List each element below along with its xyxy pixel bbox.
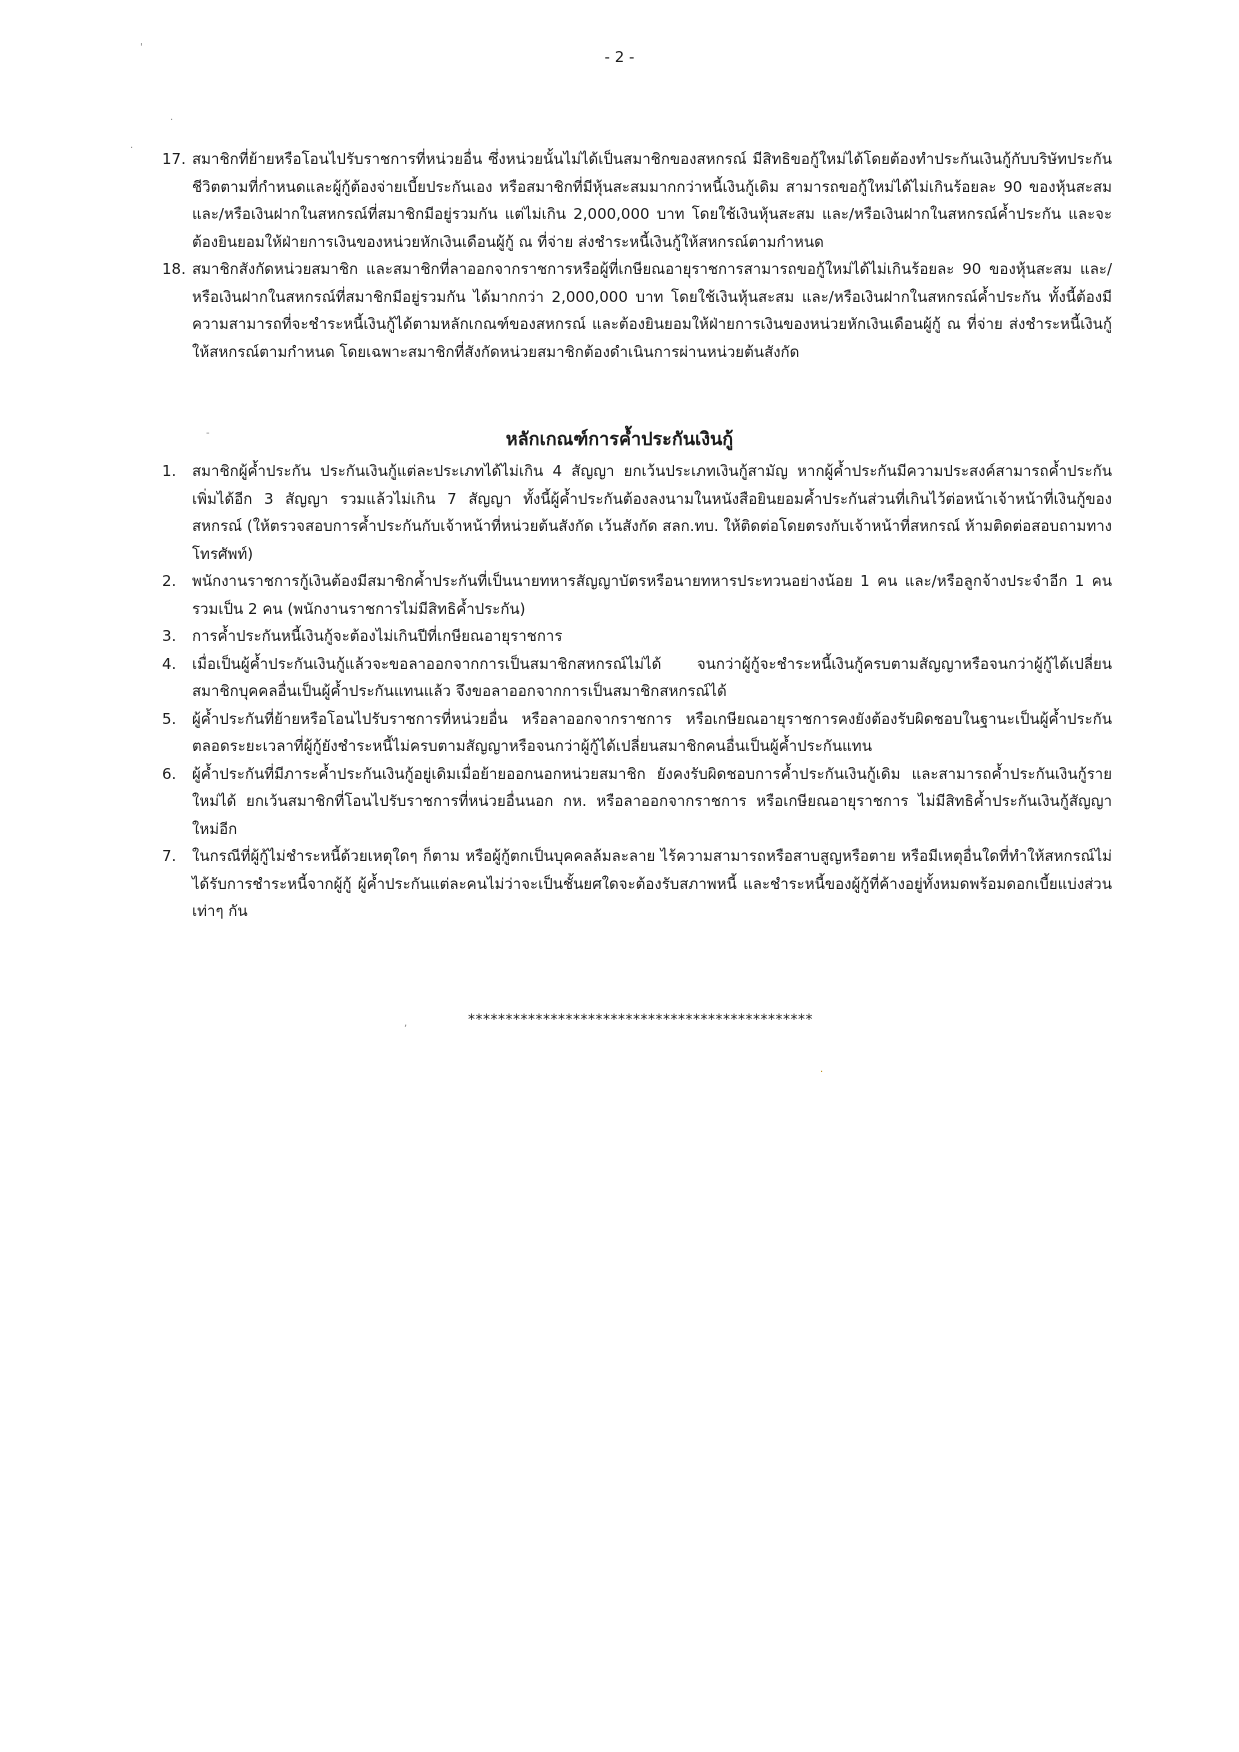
item-number: 1. [162,462,177,480]
item-text: สมาชิกผู้ค้ำประกัน ประกันเงินกู้แต่ละประเภทได้ไม่เกิน 4 สัญญา ยกเว้นประเภทเงินกู้สามัญ หากผู้ค้ำประกันมีความประสงค์สามารถค้ำประกันเพิ่มได้อีก 3 สัญญา รวมแล้วไม่เกิน 7 สัญญา ทั้งนี้ผู้ค้ำประกันต้องลงนามในหนังสือยินยอมค้ำประกันส่วนที่เกินไว้ต่อหน้าเจ้าหน้าที่เงินกู้ของสหกรณ์ (ให้ตรวจสอบการค้ำประกันกับเจ้าหน้าที่หน่วยต้นสังกัด เว้นสังกัด สลก.ทบ. ให้ติดต่อโดยตรงกับเจ้าหน้าที่สหกรณ์ ห้ามติดต่อสอบถามทางโทรศัพท์) [192,462,1113,563]
item-number: 7. [162,847,177,865]
item-text: ในกรณีที่ผู้กู้ไม่ชำระหนี้ด้วยเหตุใดๆ ก็ตาม หรือผู้กู้ตกเป็นบุคคลล้มละลาย ไร้ความสามารถหรือสาบสูญหรือตาย หรือมีเหตุอื่นใดที่ทำให้สหกรณ์ไม่ได้รับการชำระหนี้จากผู้กู้ ผู้ค้ำประกันแต่ละคนไม่ว่าจะเป็นชั้นยศใดจะต้องรับสภาพหนี้ และชำระหนี้ของผู้กู้ที่ค้างอยู่ทั้งหมดพร้อมดอกเบี้ยแบ่งส่วนเท่าๆ กัน [192,847,1112,920]
list-item [162,843,1112,926]
item-text: พนักงานราชการกู้เงินต้องมีสมาชิกค้ำประกันที่เป็นนายทหารสัญญาบัตรหรือนายทหารประทวนอย่างน้อย 1 คน และ/หรือลูกจ้างประจำอีก 1 คน รวมเป็น 2 คน (พนักงานราชการไม่มีสิทธิค้ำประกัน) [192,572,1112,618]
list-item [162,706,1112,761]
list-item [162,623,1112,651]
item-text: เมื่อเป็นผู้ค้ำประกันเงินกู้แล้วจะขอลาออกจากการเป็นสมาชิกสหกรณ์ไม่ได้ จนกว่าผู้กู้จะชำระหนี้เงินกู้ครบตามสัญญาหรือจนกว่าผู้กู้ได้เปลี่ยนสมาชิกบุคคลอื่นเป็นผู้ค้ำประกันแทนแล้ว จึงขอลาออกจากการเป็นสมาชิกสหกรณ์ได้ [192,654,1112,700]
scan-speck: . [170,112,174,123]
scan-speck: . [820,1064,824,1075]
scan-speck: , [404,1018,408,1029]
item-text: สมาชิกสังกัดหน่วยสมาชิก และสมาชิกที่ลาออกจากราชการหรือผู้ที่เกษียณอายุราชการสามารถขอกู้ใหม่ได้ไม่เกินร้อยละ 90 ของหุ้นสะสม และ/หรือเงินฝากในสหกรณ์ที่สมาชิกมีอยู่รวมกัน ได้มากกว่า 2,000,000 บาท โดยใช้เงินหุ้นสะสม และ/หรือเงินฝากในสหกรณ์ค้ำประกัน ทั้งนี้ต้องมีความสามารถที่จะชำระหนี้เงินกู้ได้ตามหลักเกณฑ์ของสหกรณ์ และต้องยินยอมให้ฝ่ายการเงินของหน่วยหักเงินเดือนผู้กู้ ณ ที่จ่าย ส่งชำระหนี้เงินกู้ให้สหกรณ์ตามกำหนด โดยเฉพาะสมาชิกที่สังกัดหน่วยสมาชิกต้องดำเนินการผ่านหน่วยต้นสังกัด [192,260,1112,361]
list-item [162,761,1112,844]
item-text: ผู้ค้ำประกันที่มีภาระค้ำประกันเงินกู้อยู่เดิมเมื่อย้ายออกนอกหน่วยสมาชิก ยังคงรับผิดชอบการค้ำประกันเงินกู้เดิม และสามารถค้ำประกันเงินกู้รายใหม่ได้ ยกเว้นสมาชิกที่โอนไปรับราชการที่หน่วยอื่นนอก กห. หรือลาออกจากราชการ หรือเกษียณอายุราชการ ไม่มีสิทธิค้ำประกันเงินกู้สัญญาใหม่อีก [192,764,1112,838]
item-text: สมาชิกที่ย้ายหรือโอนไปรับราชการที่หน่วยอื่น ซึ่งหน่วยนั้นไม่ได้เป็นสมาชิกของสหกรณ์ มีสิทธิขอกู้ใหม่ได้โดยต้องทำประกันเงินกู้กับบริษัทประกันชีวิตตามที่กำหนดและผู้กู้ต้องจ่ายเบี้ยประกันเอง หรือสมาชิกที่มีหุ้นสะสมมากกว่าหนี้เงินกู้เดิม สามารถขอกู้ใหม่ได้ไม่เกินร้อยละ 90 ของหุ้นสะสม และ/หรือเงินฝากในสหกรณ์ที่สมาชิกมีอยู่รวมกัน แต่ไม่เกิน 2,000,000 บาท โดยใช้เงินหุ้นสะสม และ/หรือเงินฝากในสหกรณ์ค้ำประกัน และจะต้องยินยอมให้ฝ่ายการเงินของหน่วยหักเงินเดือนผู้กู้ ณ ที่จ่าย ส่งชำระหนี้เงินกู้ให้สหกรณ์ตามกำหนด [192,150,1112,251]
item-number: 4. [162,654,177,673]
item-number: 2. [162,572,177,590]
item-number: 3. [162,627,177,645]
scan-speck: ' [140,42,143,53]
section1-list [162,146,1112,366]
scan-speck: - [206,428,210,439]
list-item [162,146,1112,256]
item-text: การค้ำประกันหนี้เงินกู้จะต้องไม่เกินปีที่เกษียณอายุราชการ [192,627,563,645]
list-item [162,256,1112,366]
section2-list [162,458,1112,926]
item-number: 5. [162,709,177,728]
item-number: 6. [162,764,177,783]
item-number: 18. [162,260,186,278]
list-item [162,568,1112,623]
section-heading: หลักเกณฑ์การค้ำประกันเงินกู้ [505,429,734,450]
list-item [162,458,1112,568]
item-number: 17. [162,150,186,168]
list-item [162,651,1112,706]
item-text: ผู้ค้ำประกันที่ย้ายหรือโอนไปรับราชการที่หน่วยอื่น หรือลาออกจากราชการ หรือเกษียณอายุราชการคงยังต้องรับผิดชอบในฐานะเป็นผู้ค้ำประกันตลอดระยะเวลาที่ผู้กู้ยังชำระหนี้ไม่ครบตามสัญญาหรือจนกว่าผู้กู้ได้เปลี่ยนสมาชิกคนอื่นเป็นผู้ค้ำประกันแทน [192,709,1112,755]
scan-speck: . [130,140,134,151]
end-separator: ********************************************** [468,1012,813,1028]
page-number: - 2 - [604,48,635,66]
